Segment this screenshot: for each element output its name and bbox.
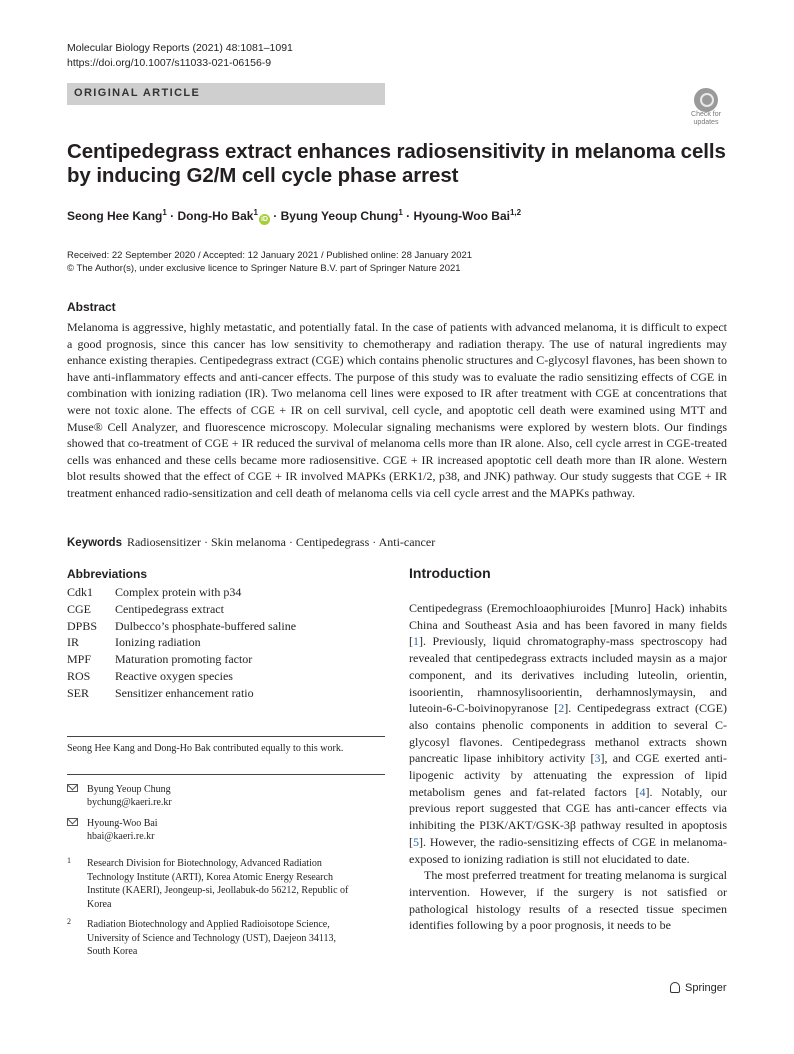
introduction-text bbox=[409, 600, 727, 934]
author-separator: · bbox=[269, 209, 281, 223]
author-separator: · bbox=[402, 209, 414, 223]
abbreviations-heading: Abbreviations bbox=[67, 567, 148, 581]
citation-link[interactable]: 2 bbox=[558, 701, 565, 716]
abbreviation-key: MPF bbox=[67, 652, 92, 667]
copyright-license: © The Author(s), under exclusive licence to Springer Nature B.V. part of Springer Nature 2021 bbox=[67, 263, 461, 274]
abbreviation-row bbox=[67, 618, 296, 635]
text-run: ], and CGE exerted anti-lipogenic activity by attenuating the expression of lipid metabolism genes and fat-related factors [ bbox=[409, 751, 727, 799]
correspondence-name: Byung Yeoup Chung bbox=[87, 784, 171, 795]
keywords-label: Keywords bbox=[67, 537, 122, 549]
author-affiliation-mark: 1 bbox=[398, 208, 403, 217]
affiliation-number: 2 bbox=[67, 917, 71, 926]
orcid-icon[interactable]: iD bbox=[260, 216, 268, 223]
article-type-label: ORIGINAL ARTICLE bbox=[74, 87, 201, 99]
author-affiliation-mark: 1,2 bbox=[509, 208, 522, 217]
text-run: ]. However, the radio-sensitizing effects of CGE in melanoma-exposed to ionizing radiation is still not elucidated to date. bbox=[409, 834, 727, 866]
citation-link[interactable]: 3 bbox=[594, 751, 601, 766]
correspondence-email[interactable]: bychung@kaeri.re.kr bbox=[87, 797, 172, 808]
correspondence-name: Hyoung-Woo Bai bbox=[87, 818, 158, 829]
introduction-paragraph bbox=[409, 600, 727, 867]
abstract-text: Melanoma is aggressive, highly metastatic, and potentially fatal. In the case of patients with advanced melanoma, it is difficult to expect a good prognosis, since this cancer has low sensitivity to chemotherapy and radiation therapy. The use of natural ingredients may enhance existing therapies. Centipedegrass extract (CGE) which contains phenolic structures and C-glycosyl flavones, has been shown to have anti-inflammatory effects and anti-cancer effects. The purpose of this study was to evaluate the radio sensitizing effects of CGE in combination with ionizing radiation (IR). Two melanoma cell lines were exposed to IR after treatment with CGE at concentrations that were not toxic alone. The effects of CGE + IR on cell survival, cell cycle, and apoptotic cell death were examined using MTT and Muse® Cell Analyzer, and fluorescence microscopy. Molecular signaling mechanisms were explored by western blots. Our findings showed that co-treatment of CGE + IR reduced the survival of melanoma cells more than IR alone. Also, cell cycle arrest in CGE-treated cells was enhanced and these cells became more radiosensitive. CGE + IR increased apoptotic cell death more than IR alone. Western blot results showed that the effect of CGE + IR involved MAPKs (ERK1/2, p38, and JNK) pathway. Our study suggests that CGE + IR treatment enhanced radio-sensitization and cell death of melanoma cells via cell cycle arrest and the MAPKs pathway. bbox=[67, 320, 727, 500]
citation-link[interactable]: 4 bbox=[639, 784, 646, 799]
equal-contribution-note: Seong Hee Kang and Dong-Ho Bak contributed equally to this work. bbox=[67, 743, 344, 754]
check-updates-line-2: updates bbox=[693, 119, 719, 126]
check-updates-icon bbox=[694, 88, 718, 112]
text-run: Centipedegrass (Eremochloaophiuroides [Munro] Hack) inhabits China and Southeast Asia and has been favored in many fields [ bbox=[409, 601, 727, 649]
abbreviation-value: Sensitizer enhancement ratio bbox=[115, 685, 254, 700]
abbreviation-value: Centipedegrass extract bbox=[115, 601, 224, 616]
correspondence-email[interactable]: hbai@kaeri.re.kr bbox=[87, 831, 155, 842]
abbreviation-row bbox=[67, 601, 296, 618]
abbreviation-row bbox=[67, 685, 296, 702]
check-for-updates-button[interactable] bbox=[686, 88, 726, 128]
citation-link[interactable]: 5 bbox=[413, 834, 419, 849]
publisher-name: Springer bbox=[685, 982, 727, 994]
abbreviation-value: Complex protein with p34 bbox=[115, 585, 242, 599]
text-run: ]. Centipedegrass extract (CGE) also contains phenolic components in addition to several C-glycosyl flavones. Centipedegrass methanol extracts shown pancreatic lipase inhibitory activity [ bbox=[409, 701, 727, 766]
abbreviation-value: Dulbecco’s phosphate-buffered saline bbox=[115, 618, 297, 633]
introduction-paragraph: The most preferred treatment for treating melanoma is surgical intervention. However, if the surgery is not satisfied or pathological histology results of a resected tissue specimen identifies following by a poor prognosis, it needs to be bbox=[409, 868, 727, 933]
footnote-divider bbox=[67, 774, 385, 775]
introduction-heading: Introduction bbox=[409, 565, 491, 581]
affiliation-number: 1 bbox=[67, 856, 71, 865]
abbreviation-key: DPBS bbox=[67, 618, 98, 633]
article-title: Centipedegrass extract enhances radiosensitivity in melanoma cells by inducing G2/M cell cycle phase arrest bbox=[67, 140, 726, 187]
check-updates-line-1: Check for bbox=[691, 111, 721, 118]
text-run: ]. Notably, our previous report suggested that CGE has anti-cancer effects via inhibiting the PI3K/AKT/GSK-3β pathway resulted in apoptosis [ bbox=[409, 784, 727, 849]
abbreviation-value: Reactive oxygen species bbox=[115, 668, 233, 683]
abbreviation-value: Ionizing radiation bbox=[115, 635, 201, 650]
abbreviation-value: Maturation promoting factor bbox=[115, 652, 253, 667]
author-affiliation-mark: 1 bbox=[253, 208, 258, 217]
author-affiliation-mark: 1 bbox=[162, 208, 167, 217]
abbreviation-row bbox=[67, 634, 296, 651]
author-name[interactable]: Hyoung-Woo Bai bbox=[413, 209, 510, 223]
text-run: ]. Previously, liquid chromatography-mass spectroscopy had revealed that centipedegrass extracts included maysin as a major component, and its derivatives including luteolin, orientin, isoorientin, rhamnosylisoorientin, derhamnoslymaysin, and luteoin-6-C-boivinopyranose [ bbox=[409, 634, 727, 716]
abbreviation-row bbox=[67, 668, 296, 685]
abbreviation-key: ROS bbox=[67, 668, 91, 683]
author-separator: · bbox=[166, 209, 178, 223]
affiliation-text: Research Division for Biotechnology, Advanced Radiation Technology Institute (ARTI), Korea Atomic Energy Research Institute (KAERI), Jeongeup-si, Jeollabuk-do 56212, Republic of Korea bbox=[87, 858, 349, 910]
publication-dates: Received: 22 September 2020 / Accepted: 12 January 2021 / Published online: 28 January 2021 bbox=[67, 250, 473, 261]
author-list bbox=[67, 208, 521, 225]
journal-citation: Molecular Biology Reports (2021) 48:1081–1091 bbox=[67, 42, 293, 54]
envelope-icon bbox=[67, 818, 78, 826]
author-name[interactable]: Byung Yeoup Chung bbox=[280, 209, 399, 223]
abbreviation-key: SER bbox=[67, 685, 90, 700]
footnote-divider bbox=[67, 736, 385, 737]
keywords-text: Radiosensitizer · Skin melanoma · Centipedegrass · Anti-cancer bbox=[126, 535, 436, 549]
abbreviation-row bbox=[67, 584, 296, 601]
abbreviation-key: CGE bbox=[67, 601, 91, 616]
article-type-badge bbox=[67, 83, 385, 105]
abbreviation-key: IR bbox=[67, 635, 79, 650]
abbreviations-list bbox=[67, 584, 296, 702]
affiliation-text: Radiation Biotechnology and Applied Radioisotope Science, University of Science and Technology (UST), Daejeon 34113, South Korea bbox=[87, 919, 336, 957]
citation-link[interactable]: 1 bbox=[413, 634, 419, 649]
abbreviation-key: Cdk1 bbox=[67, 585, 94, 599]
envelope-icon bbox=[67, 784, 78, 792]
abbreviation-row bbox=[67, 651, 296, 668]
author-name[interactable]: Seong Hee Kang bbox=[67, 209, 163, 223]
springer-logo bbox=[670, 981, 727, 995]
keywords bbox=[67, 534, 435, 551]
author-name[interactable]: Dong-Ho Bak bbox=[177, 209, 254, 223]
abstract-heading: Abstract bbox=[67, 300, 116, 314]
doi-link[interactable]: https://doi.org/10.1007/s11033-021-06156-9 bbox=[67, 57, 272, 69]
springer-horse-icon bbox=[670, 982, 680, 993]
